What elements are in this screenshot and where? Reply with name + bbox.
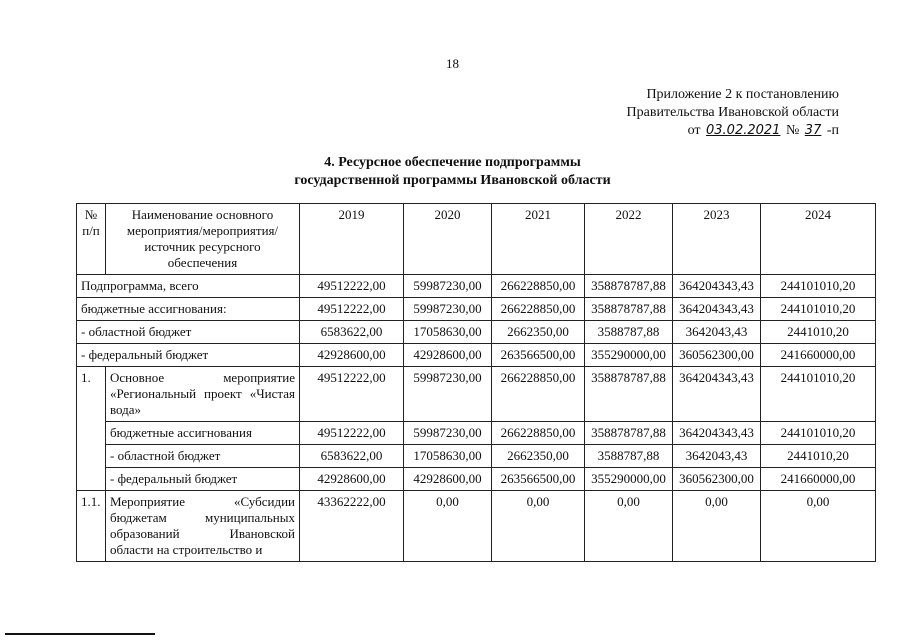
header-row [77,204,876,275]
cell-2023: 360562300,00 [673,344,761,367]
cell-2019: 49512222,00 [300,275,404,298]
cell-2023: 364204343,43 [673,298,761,321]
resource-table [76,203,876,562]
table-row [77,367,876,422]
cell-2020: 17058630,00 [404,445,492,468]
title-line2: государственной программы Ивановской области [294,173,611,188]
cell-2019: 6583622,00 [300,321,404,344]
appendix-line1: Приложение 2 к постановлению [646,87,839,102]
cell-2019: 49512222,00 [300,367,404,422]
cell-2023: 0,00 [673,491,761,562]
cell-2021: 266228850,00 [492,298,585,321]
row-label: бюджетные ассигнования [106,422,300,445]
cell-2022: 355290000,00 [585,344,673,367]
row-label: бюджетные ассигнования: [77,298,300,321]
cell-2020: 17058630,00 [404,321,492,344]
cell-2020: 59987230,00 [404,298,492,321]
cell-2022: 3588787,88 [585,445,673,468]
cell-2021: 263566500,00 [492,468,585,491]
cell-2019: 6583622,00 [300,445,404,468]
row-label: Основное мероприятие «Региональный проект «Чистая вода» [106,367,300,422]
table-row [77,422,876,445]
cell-2020: 42928600,00 [404,468,492,491]
cell-2022: 358878787,88 [585,275,673,298]
header-2024: 2024 [761,204,876,275]
cell-2023: 364204343,43 [673,275,761,298]
header-2023: 2023 [673,204,761,275]
appendix-date: 03.02.2021 [706,123,781,138]
header-num: № п/п [77,204,106,275]
appendix-ot: от [687,123,701,138]
cell-2024: 244101010,20 [761,422,876,445]
page-number: 18 [446,56,459,71]
row-label: - областной бюджет [77,321,300,344]
section-title [0,154,905,190]
header-2021: 2021 [492,204,585,275]
table-row [77,298,876,321]
cell-2023: 364204343,43 [673,367,761,422]
cell-2024: 241660000,00 [761,468,876,491]
row-label: - областной бюджет [106,445,300,468]
cell-2019: 49512222,00 [300,298,404,321]
cell-2019: 42928600,00 [300,344,404,367]
cell-2021: 266228850,00 [492,367,585,422]
row-label: Мероприятие «Субсидии бюджетам муниципальных образований Ивановской области на строительство и [106,491,300,562]
cell-2020: 59987230,00 [404,367,492,422]
table-row [77,321,876,344]
appendix-block [627,86,839,140]
cell-2024: 244101010,20 [761,275,876,298]
cell-2019: 43362222,00 [300,491,404,562]
cell-2024: 2441010,20 [761,321,876,344]
appendix-line3 [627,122,839,140]
cell-2024: 244101010,20 [761,367,876,422]
cell-2024: 244101010,20 [761,298,876,321]
appendix-no-sign: № [785,123,800,138]
header-2019: 2019 [300,204,404,275]
table-row [77,468,876,491]
cell-2022: 355290000,00 [585,468,673,491]
cell-2021: 266228850,00 [492,275,585,298]
cell-2021: 0,00 [492,491,585,562]
cell-2020: 0,00 [404,491,492,562]
cell-2021: 2662350,00 [492,445,585,468]
cell-2020: 59987230,00 [404,422,492,445]
appendix-suffix: -п [826,123,839,138]
table-row [77,344,876,367]
cell-2021: 2662350,00 [492,321,585,344]
table-row [77,445,876,468]
cell-2021: 266228850,00 [492,422,585,445]
cell-2022: 358878787,88 [585,367,673,422]
cell-2019: 42928600,00 [300,468,404,491]
cell-2020: 42928600,00 [404,344,492,367]
table-row [77,491,876,562]
cell-2023: 3642043,43 [673,445,761,468]
cell-2022: 358878787,88 [585,422,673,445]
footnote-divider [5,633,155,635]
row-label: Подпрограмма, всего [77,275,300,298]
cell-2021: 263566500,00 [492,344,585,367]
cell-2024: 2441010,20 [761,445,876,468]
cell-2024: 241660000,00 [761,344,876,367]
appendix-line2: Правительства Ивановской области [626,105,839,120]
cell-2023: 3642043,43 [673,321,761,344]
cell-2023: 360562300,00 [673,468,761,491]
appendix-number: 37 [804,123,822,138]
cell-2022: 3588787,88 [585,321,673,344]
cell-2022: 358878787,88 [585,298,673,321]
cell-2024: 0,00 [761,491,876,562]
cell-2022: 0,00 [585,491,673,562]
header-2020: 2020 [404,204,492,275]
row-label: - федеральный бюджет [77,344,300,367]
cell-2019: 49512222,00 [300,422,404,445]
cell-2020: 59987230,00 [404,275,492,298]
header-name: Наименование основного мероприятия/мероприятия/источник ресурсного обеспечения [106,204,300,275]
row-label: - федеральный бюджет [106,468,300,491]
row-num: 1. [77,367,106,491]
title-line1: 4. Ресурсное обеспечение подпрограммы [324,155,581,170]
cell-2023: 364204343,43 [673,422,761,445]
header-2022: 2022 [585,204,673,275]
table-row [77,275,876,298]
row-num: 1.1. [77,491,106,562]
